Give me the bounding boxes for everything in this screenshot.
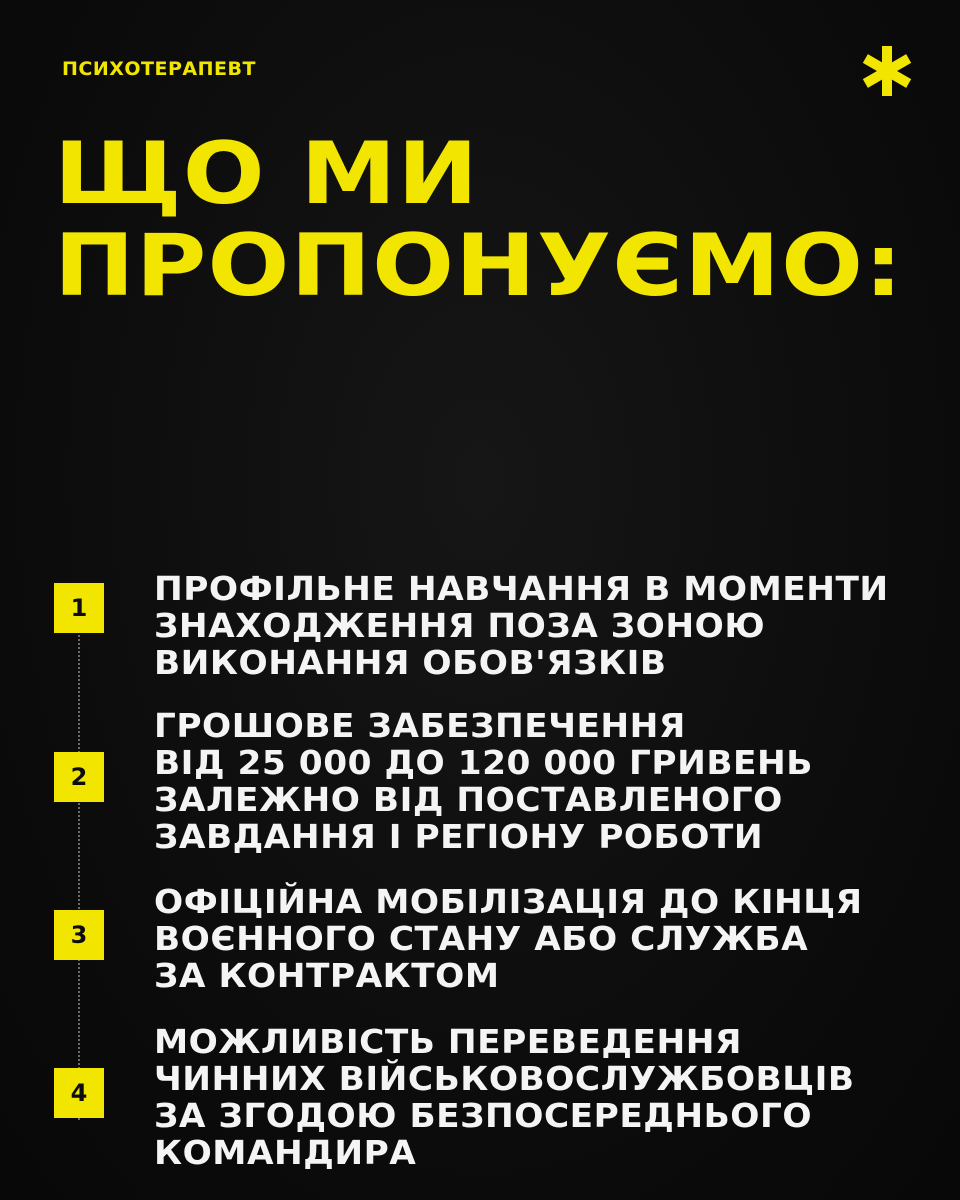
item-text-line: КОМАНДИРА xyxy=(154,1133,417,1172)
headline-line-2: ПРОПОНУЄМО: xyxy=(54,216,904,316)
headline-line-1: ЩО МИ xyxy=(54,124,480,224)
brand-label: ПСИХОТЕРАПЕВТ xyxy=(62,58,256,80)
timeline-divider xyxy=(78,600,80,1120)
item-text xyxy=(154,1023,944,1171)
item-text-line: ЗА КОНТРАКТОМ xyxy=(154,956,500,995)
item-text-line: ВОЄННОГО СТАНУ АБО СЛУЖБА xyxy=(154,919,809,958)
item-text-line: МОЖЛИВІСТЬ ПЕРЕВЕДЕННЯ xyxy=(154,1022,742,1061)
item-number-badge: 3 xyxy=(54,910,104,960)
item-text-line: ВІД 25 000 ДО 120 000 ГРИВЕНЬ xyxy=(154,743,813,782)
item-text xyxy=(154,707,944,855)
item-text-line: ВИКОНАННЯ ОБОВ'ЯЗКІВ xyxy=(154,643,667,682)
item-text-line: ПРОФІЛЬНЕ НАВЧАННЯ В МОМЕНТИ xyxy=(154,569,889,608)
headline xyxy=(54,124,904,316)
item-number-badge: 2 xyxy=(54,752,104,802)
item-text-line: ЗНАХОДЖЕННЯ ПОЗА ЗОНОЮ xyxy=(154,606,766,645)
item-number-badge: 1 xyxy=(54,583,104,633)
item-text-line: ГРОШОВЕ ЗАБЕЗПЕЧЕННЯ xyxy=(154,706,686,745)
item-text-line: ЗАЛЕЖНО ВІД ПОСТАВЛЕНОГО xyxy=(154,780,783,819)
item-text-line: ЗАВДАННЯ І РЕГІОНУ РОБОТИ xyxy=(154,817,764,856)
item-text xyxy=(154,883,944,994)
item-text-line: ОФІЦІЙНА МОБІЛІЗАЦІЯ ДО КІНЦЯ xyxy=(154,882,863,921)
item-text-line: ЗА ЗГОДОЮ БЕЗПОСЕРЕДНЬОГО xyxy=(154,1096,813,1135)
item-number-badge: 4 xyxy=(54,1068,104,1118)
asterisk-icon xyxy=(862,46,912,96)
item-text-line: ЧИННИХ ВІЙСЬКОВОСЛУЖБОВЦІВ xyxy=(154,1059,855,1098)
item-text xyxy=(154,570,944,681)
